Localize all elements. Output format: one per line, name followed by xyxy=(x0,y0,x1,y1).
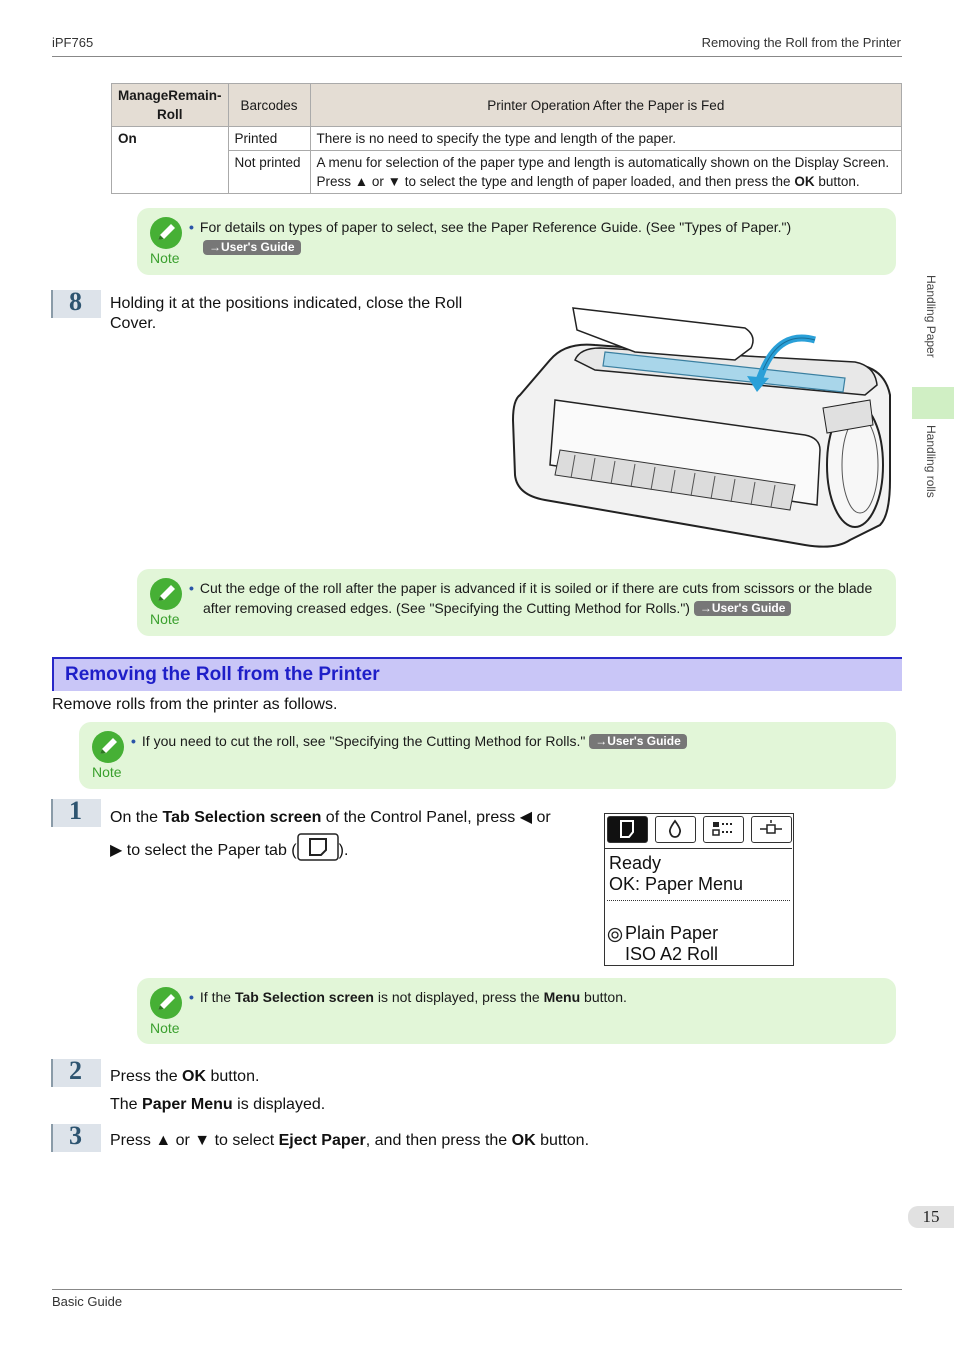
table-header-cell: Barcodes xyxy=(228,84,310,127)
table-header-row xyxy=(112,84,902,127)
header-product: iPF765 xyxy=(52,35,94,50)
note-box xyxy=(137,978,896,1044)
bullet-icon: • xyxy=(189,989,194,1005)
footer-guide-name: Basic Guide xyxy=(52,1294,123,1309)
step-text: On the Tab Selection screen of the Control Panel, press ◀ or ▶ to select the Paper tab ( ). xyxy=(110,809,551,859)
note-pencil-icon xyxy=(91,730,125,764)
table-header-cell: ManageRemain-Roll xyxy=(112,84,229,127)
step-number: 3 xyxy=(51,1124,101,1152)
printer-roll-cover-illustration xyxy=(505,300,897,560)
note-box xyxy=(137,569,896,636)
paper-tab-icon xyxy=(297,833,339,861)
lcd-status: Ready xyxy=(609,853,662,873)
table-cell: There is no need to specify the type and length of the paper. xyxy=(310,127,901,151)
step-text: Holding it at the positions indicated, close the Roll Cover. xyxy=(110,295,463,332)
side-tab-handling-rolls[interactable]: Handling rolls xyxy=(924,425,938,498)
paper-tab-icon xyxy=(607,816,648,843)
lcd-divider xyxy=(607,900,790,901)
note-label: Note xyxy=(150,250,180,266)
lcd-media-type: Plain Paper xyxy=(625,923,719,943)
step-number: 8 xyxy=(51,290,101,318)
note-text: • Cut the edge of the roll after the paper is advanced if it is soiled or if there are cuts from scissors or the blade after removing creased edges. (See "Specifying the Cutting Method for Rolls.") →User's Guide xyxy=(189,580,873,616)
note-label: Note xyxy=(92,764,122,780)
table-cell: Not printed xyxy=(228,151,310,194)
settings-tab-icon xyxy=(751,816,792,843)
note-pencil-icon xyxy=(149,986,183,1020)
section-title: Removing the Roll from the Printer xyxy=(65,664,380,685)
section-intro: Remove rolls from the printer as follows. xyxy=(52,696,338,713)
note-text: • If you need to cut the roll, see "Specifying the Cutting Method for Rolls." →User's Guide xyxy=(131,731,687,751)
step-text: Press ▲ or ▼ to select Eject Paper, and then press the OK button. xyxy=(110,1132,590,1149)
note-label: Note xyxy=(150,1020,180,1036)
note-label: Note xyxy=(150,611,180,627)
lcd-media-size: ISO A2 Roll xyxy=(625,944,719,964)
table-cell xyxy=(310,151,901,194)
table-cell: Printed xyxy=(228,127,310,151)
users-guide-link[interactable]: →User's Guide xyxy=(203,240,301,255)
note-box xyxy=(79,722,896,789)
step-number: 1 xyxy=(51,799,101,827)
users-guide-link[interactable]: →User's Guide xyxy=(589,734,687,749)
note-box xyxy=(137,208,896,275)
bullet-icon: • xyxy=(189,580,194,596)
roll-media-icon xyxy=(607,927,623,943)
table-cell-on: On xyxy=(112,127,229,194)
header-divider xyxy=(52,56,902,57)
note-text: • For details on types of paper to select, see the Paper Reference Guide. (See "Types of Paper.") →User's Guide xyxy=(189,219,792,254)
lcd-tab-bar xyxy=(605,814,792,849)
control-panel-display xyxy=(604,813,794,966)
header-chapter: Removing the Roll from the Printer xyxy=(701,35,901,50)
lcd-prompt: OK: Paper Menu xyxy=(609,874,744,894)
page-number: 15 xyxy=(908,1206,954,1228)
table-cell-line: Press ▲ or ▼ to select the type and length of paper loaded, and then press the OK button. xyxy=(316,174,860,189)
users-guide-link[interactable]: →User's Guide xyxy=(694,601,792,616)
footer-divider xyxy=(52,1289,902,1290)
note-pencil-icon xyxy=(149,216,183,250)
table-header-cell: Printer Operation After the Paper is Fed xyxy=(310,84,901,127)
side-tab-handling-paper[interactable]: Handling Paper xyxy=(924,275,938,358)
ink-tab-icon xyxy=(655,816,696,843)
note-pencil-icon xyxy=(149,577,183,611)
table-row xyxy=(112,127,902,151)
table-cell-line: A menu for selection of the paper type and length is automatically shown on the Display Screen. xyxy=(316,155,890,170)
table-row xyxy=(112,151,902,194)
step-number: 2 xyxy=(51,1059,101,1087)
remain-roll-table xyxy=(111,83,902,194)
bullet-icon: • xyxy=(131,733,136,749)
step-text: Press the OK button. The Paper Menu is displayed. xyxy=(110,1068,326,1113)
bullet-icon: • xyxy=(189,219,194,235)
note-text: • If the Tab Selection screen is not displayed, press the Menu button. xyxy=(189,989,627,1005)
side-tab-marker xyxy=(912,387,954,419)
job-tab-icon xyxy=(703,816,744,843)
